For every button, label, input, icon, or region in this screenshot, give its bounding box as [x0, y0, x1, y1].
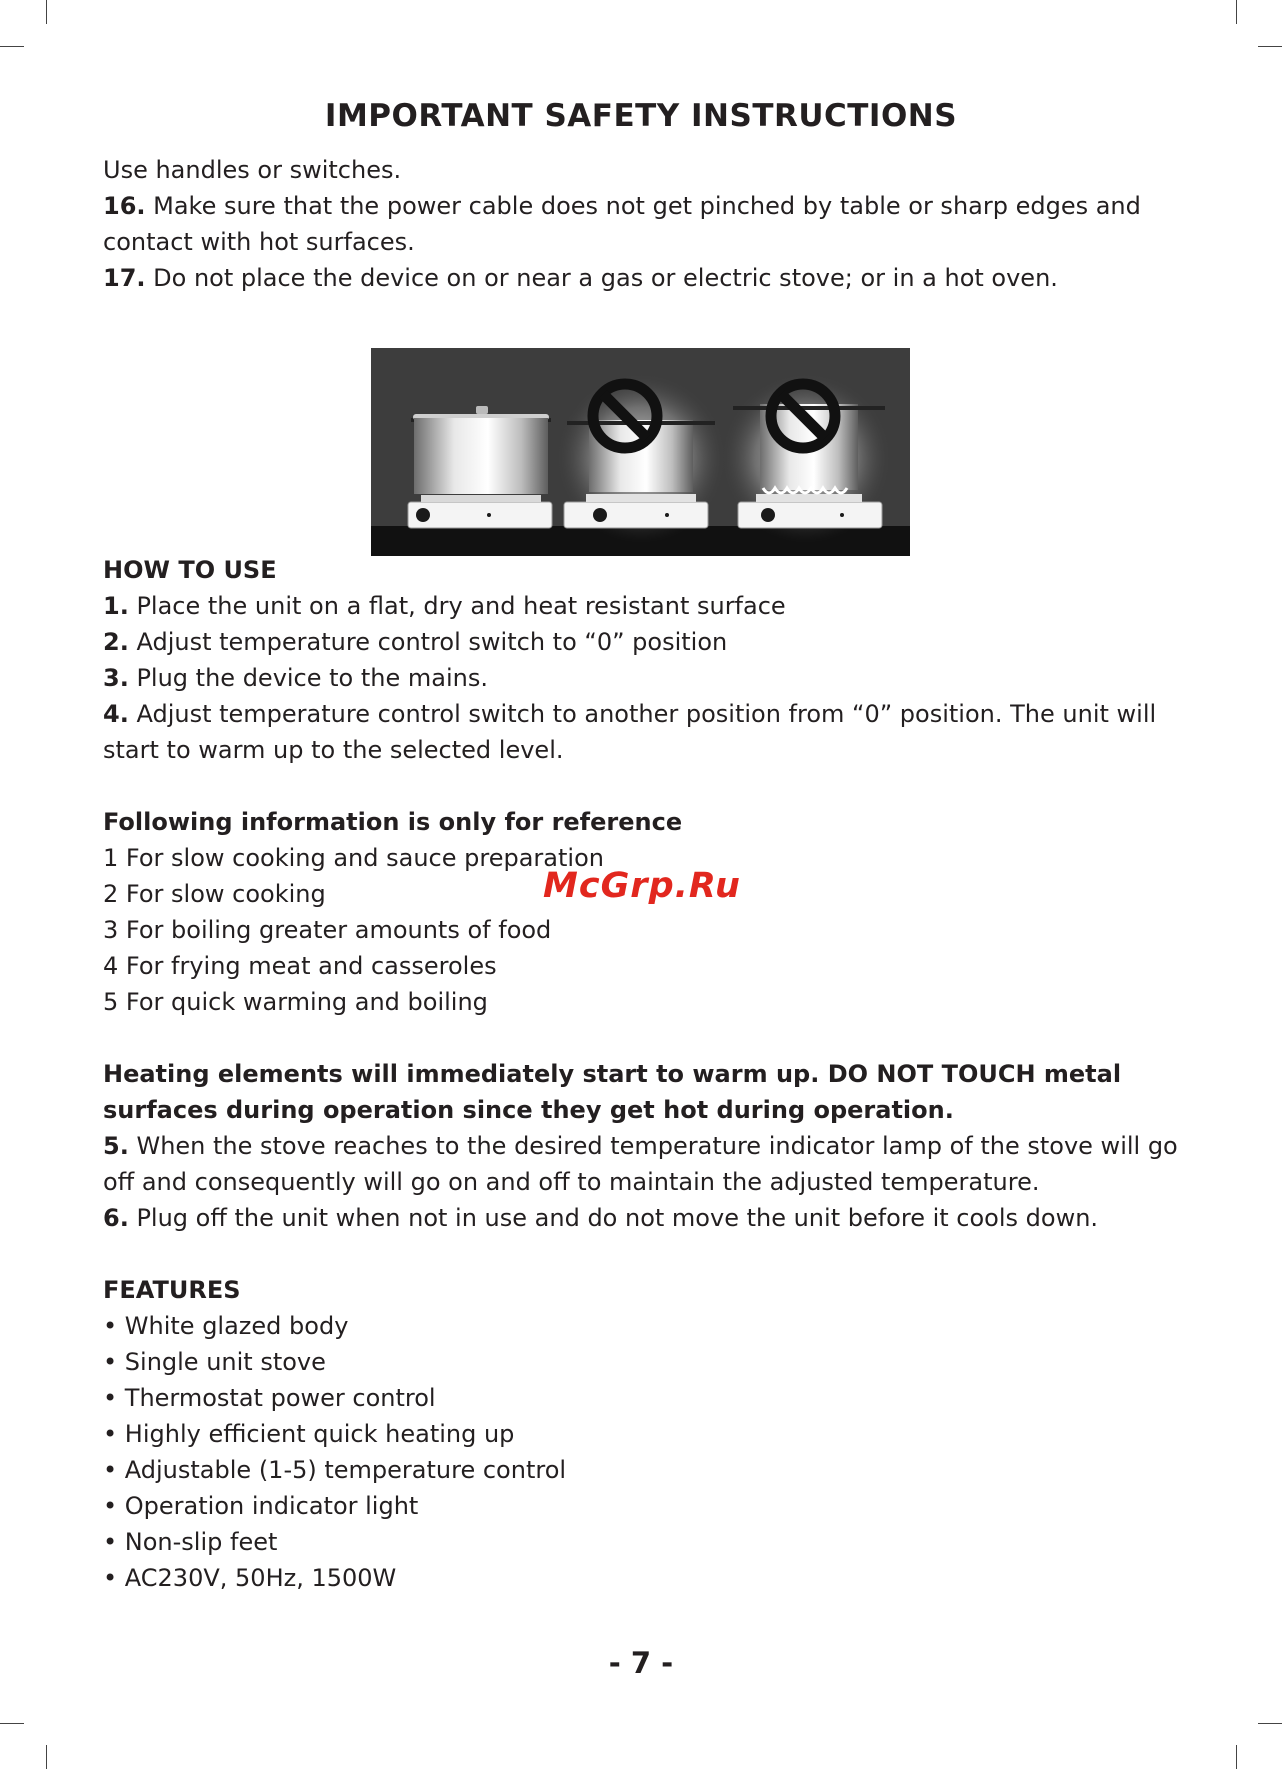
crop-mark: [1236, 1745, 1237, 1769]
warning-text: Heating elements will immediately start to warm up. DO NOT TOUCH metal surfaces during operation since they get hot during operation.: [103, 1060, 1122, 1124]
crop-mark: [0, 46, 24, 47]
step-text: Plug the device to the mains.: [128, 664, 488, 692]
reference-item: 1 For slow cooking and sauce preparation: [103, 844, 604, 872]
step-number: 5.: [103, 1132, 129, 1160]
instruction-number: 16.: [103, 192, 146, 220]
step-number: 1.: [103, 592, 129, 620]
reference-heading: Following information is only for reference: [103, 808, 683, 836]
step-number: 4.: [103, 700, 129, 728]
step-number: 3.: [103, 664, 129, 692]
feature-item: • White glazed body: [103, 1312, 349, 1340]
instruction-text: Make sure that the power cable does not get pinched by table or sharp edges and contact with hot surfaces.: [103, 192, 1141, 256]
crop-mark: [46, 1745, 47, 1769]
instruction-number: 17.: [103, 264, 146, 292]
spacer: [103, 1020, 1188, 1056]
intro-text: Use handles or switches.: [103, 156, 402, 184]
step-number: 2.: [103, 628, 129, 656]
step-1: [103, 588, 1188, 624]
feature-item: • Adjustable (1-5) temperature control: [103, 1456, 567, 1484]
step-number: 6.: [103, 1204, 129, 1232]
crop-mark: [1258, 46, 1282, 47]
step-text: Plug off the unit when not in use and do not move the unit before it cools down.: [128, 1204, 1099, 1232]
correct-pot-on-stove: [408, 406, 552, 528]
crop-mark: [1258, 1723, 1282, 1724]
instruction-17: [103, 260, 1188, 296]
features-heading: FEATURES: [103, 1276, 241, 1304]
crop-mark: [1236, 0, 1237, 24]
spacer: [103, 1236, 1188, 1272]
step-6: [103, 1200, 1188, 1236]
watermark-text: McGrp.Ru: [543, 866, 741, 906]
page-number: - 7 -: [608, 1646, 674, 1680]
step-2: [103, 624, 1188, 660]
feature-item: • Non-slip feet: [103, 1528, 278, 1556]
crop-mark: [0, 1723, 24, 1724]
overflowing-pot-forbidden: [721, 373, 891, 543]
step-text: Adjust temperature control switch to “0” position: [128, 628, 728, 656]
feature-item: • Single unit stove: [103, 1348, 326, 1376]
reference-item: 4 For frying meat and casseroles: [103, 952, 497, 980]
step-text: When the stove reaches to the desired temperature indicator lamp of the stove will go off and consequently will go on and off to maintain the adjusted temperature.: [103, 1132, 1178, 1196]
intro-line: [103, 152, 1188, 188]
reference-item: 2 For slow cooking: [103, 880, 326, 908]
spacer: [103, 768, 1188, 804]
reference-item: 3 For boiling greater amounts of food: [103, 916, 552, 944]
step-text: Place the unit on a flat, dry and heat resistant surface: [128, 592, 786, 620]
step-3: [103, 660, 1188, 696]
step-4: [103, 696, 1188, 768]
instruction-text: Do not place the device on or near a gas or electric stove; or in a hot oven.: [145, 264, 1058, 292]
feature-item: • Thermostat power control: [103, 1384, 436, 1412]
feature-item: • Operation indicator light: [103, 1492, 419, 1520]
step-text: Adjust temperature control switch to another position from “0” position. The unit will start to warm up to the selected level.: [103, 700, 1157, 764]
page-title: IMPORTANT SAFETY INSTRUCTIONS: [324, 98, 958, 134]
step-5: [103, 1128, 1188, 1200]
small-pot-forbidden: [556, 373, 726, 543]
feature-item: • Highly efficient quick heating up: [103, 1420, 515, 1448]
reference-item: 5 For quick warming and boiling: [103, 988, 488, 1016]
instruction-16: [103, 188, 1188, 260]
feature-item: • AC230V, 50Hz, 1500W: [103, 1564, 397, 1592]
crop-mark: [46, 0, 47, 24]
how-to-use-heading: HOW TO USE: [103, 556, 277, 584]
stove-usage-illustration: [371, 348, 910, 556]
